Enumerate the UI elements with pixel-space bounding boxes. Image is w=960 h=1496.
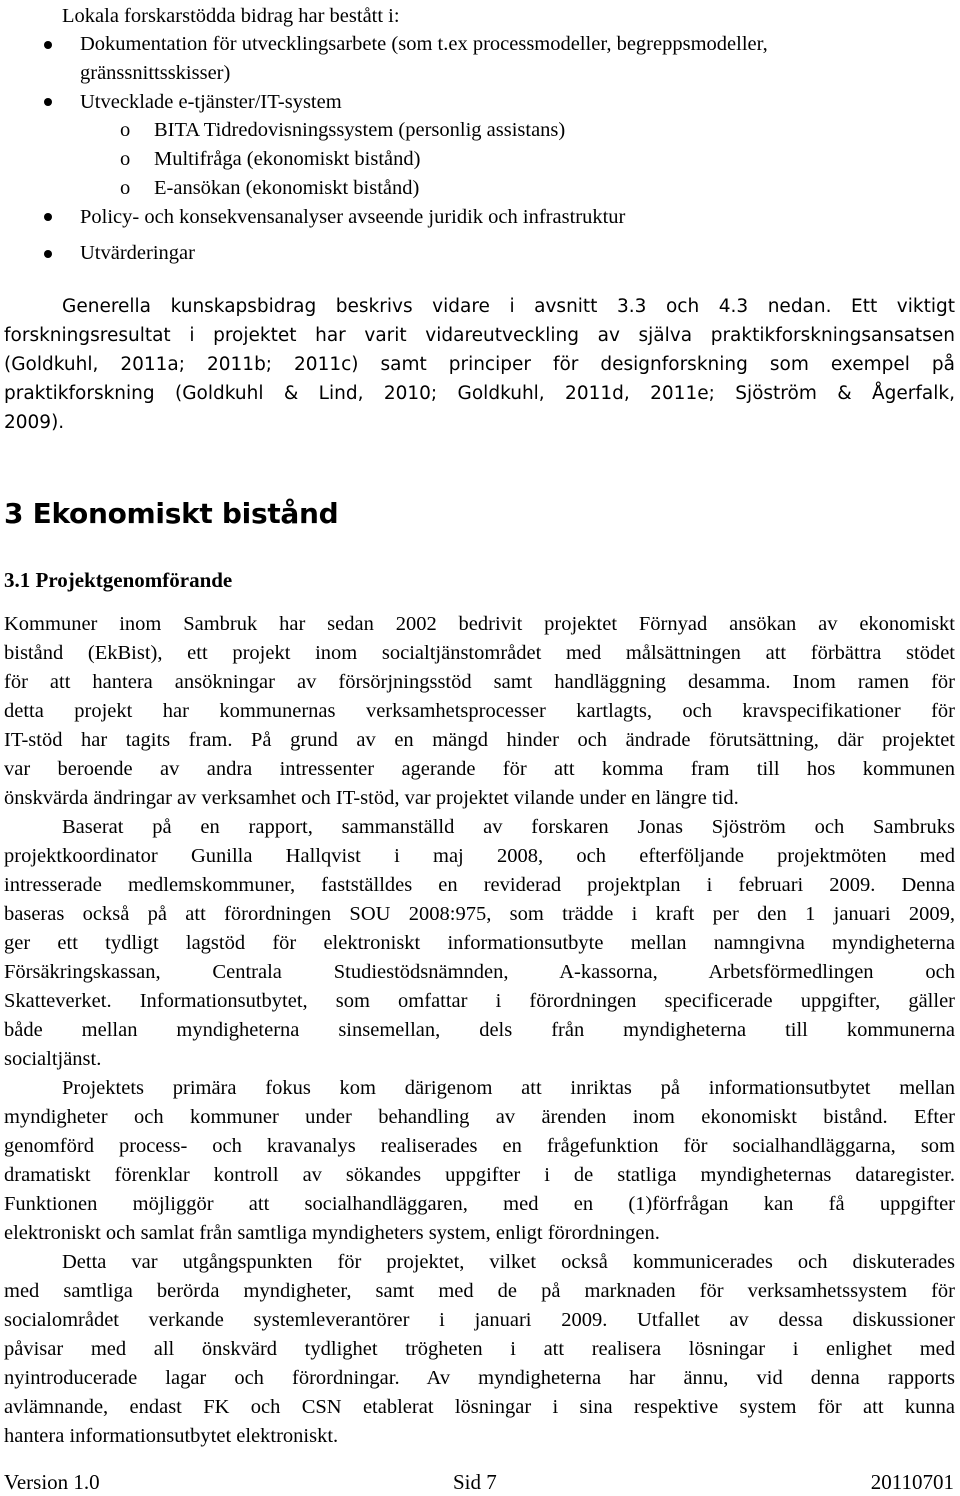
paragraph-line: Skatteverket. Informationsutbytet, som omfattar i förordningen specificerade uppgifter, gäller xyxy=(4,990,955,1012)
paragraph-line: Försäkringskassan, Centrala Studiestödsnämnden, A-kassorna, Arbetsförmedlingen och xyxy=(4,961,955,983)
bullet-icon xyxy=(44,213,52,221)
paragraph-line: med samtliga berörda myndigheter, samt med de på marknaden för verksamhetssystem för xyxy=(4,1280,955,1302)
sub-bullet-icon: o xyxy=(120,177,131,199)
intro-heading: Lokala forskarstödda bidrag har bestått i: xyxy=(62,5,400,27)
footer-page-number: Sid 7 xyxy=(453,1470,497,1494)
paragraph-line: (Goldkuhl, 2011a; 2011b; 2011c) samt principer för designforskning som exempel på xyxy=(4,354,955,375)
paragraph-line: detta projekt har kommunernas verksamhetsprocesser kartlagts, och kravspecifikationer för xyxy=(4,700,955,722)
paragraph-line: projektkoordinator Gunilla Hallqvist i maj 2008, och efterföljande projektmöten med xyxy=(4,845,955,867)
paragraph-line: både mellan myndigheterna sinsemellan, dels från myndigheterna till kommunerna xyxy=(4,1019,955,1041)
body-paragraph xyxy=(4,813,955,1074)
paragraph-line: påvisar med all önskvärd tydlighet trögheten i att realisera lösningar i enlighet med xyxy=(4,1338,955,1360)
paragraph-line: 2009). xyxy=(4,412,65,433)
body-paragraph xyxy=(4,610,955,813)
sub-item-multifraga: Multifråga (ekonomiskt bistånd) xyxy=(154,148,421,170)
paragraph-line: Detta var utgångspunkten för projektet, vilket också kommunicerades och diskuterades xyxy=(62,1251,955,1273)
footer-date: 20110701 xyxy=(870,1470,954,1494)
paragraph-line: socialområdet verkande systemleverantörer i januari 2009. Utfallet av dessa diskussioner xyxy=(4,1309,955,1331)
paragraph-line: Kommuner inom Sambruk har sedan 2002 bedrivit projektet Förnyad ansökan av ekonomiskt xyxy=(4,613,955,635)
paragraph-line: dramatiskt förenklar kontroll av sökandes uppgifter i de statliga myndigheternas dataregister. xyxy=(4,1164,955,1186)
paragraph-line: var beroende av andra intressenter agerande för att komma fram till hos kommunen xyxy=(4,758,955,780)
paragraph-line: IT-stöd har tagits fram. På grund av en mängd hinder och ändrade förutsättning, där projektet xyxy=(4,729,955,751)
paragraph-line: praktikforskning (Goldkuhl & Lind, 2010; Goldkuhl, 2011d, 2011e; Sjöström & Ågerfalk, xyxy=(4,383,955,404)
paragraph-line: genomförd process- och kravanalys realiserades en frågefunktion för socialhandläggarna, som xyxy=(4,1135,955,1157)
paragraph-line: avlämnande, endast FK och CSN etablerat lösningar i sina respektive system för att kunna xyxy=(4,1396,955,1418)
bullet-icon xyxy=(44,41,52,49)
paragraph-line: för att hantera ansökningar av försörjningsstöd samt handläggning desamma. Inom ramen för xyxy=(4,671,955,693)
bullet-item-evaluations: Utvärderingar xyxy=(80,242,195,264)
subsection-heading: 3.1 Projektgenomförande xyxy=(4,568,233,592)
paragraph-line: bistånd (EkBist), ett projekt inom socialtjänstområdet med målsättningen att förbättra stödet xyxy=(4,642,955,664)
footer-version: Version 1.0 xyxy=(4,1470,100,1494)
body-paragraph xyxy=(4,1248,955,1451)
paragraph-line: nyintroducerade lagar och förordningar. Av myndigheterna har ännu, vid denna rapports xyxy=(4,1367,955,1389)
general-contributions-paragraph xyxy=(4,292,955,437)
paragraph-line: forskningsresultat i projektet har varit vidareutveckling av själva praktikforskningsansatsen xyxy=(4,325,955,346)
paragraph-line: Generella kunskapsbidrag beskrivs vidare i avsnitt 3.3 och 4.3 nedan. Ett viktigt xyxy=(62,296,955,317)
section-heading: 3 Ekonomiskt bistånd xyxy=(4,497,339,530)
sub-item-e-ansokan: E-ansökan (ekonomiskt bistånd) xyxy=(154,177,420,199)
paragraph-line: Funktionen möjliggör att socialhandläggaren, med en (1)förfrågan kan få uppgifter xyxy=(4,1193,955,1215)
bullet-item-e-services: Utvecklade e-tjänster/IT-system xyxy=(80,91,342,113)
paragraph-line: myndigheter och kommuner under behandling av ärenden inom ekonomiskt bistånd. Efter xyxy=(4,1106,955,1128)
bullet-item-policy: Policy- och konsekvensanalyser avseende juridik och infrastruktur xyxy=(80,206,626,228)
bullet-item-documentation-cont: gränssnittsskisser) xyxy=(80,62,231,84)
paragraph-line: elektroniskt och samlat från samtliga myndigheters system, enligt förordningen. xyxy=(4,1222,660,1244)
paragraph-line: baseras också på att förordningen SOU 2008:975, som trädde i kraft per den 1 januari 2009, xyxy=(4,903,955,925)
paragraph-line: önskvärda ändringar av verksamhet och IT-stöd, var projektet vilande under en längre tid. xyxy=(4,787,739,809)
sub-bullet-icon: o xyxy=(120,119,131,141)
body-paragraph xyxy=(4,1074,955,1248)
bullet-item-documentation: Dokumentation för utvecklingsarbete (som t.ex processmodeller, begreppsmodeller, xyxy=(80,33,768,55)
sub-bullet-icon: o xyxy=(120,148,131,170)
sub-item-bita: BITA Tidredovisningssystem (personlig assistans) xyxy=(154,119,566,141)
paragraph-line: Projektets primära fokus kom därigenom att inriktas på informationsutbytet mellan xyxy=(62,1077,955,1099)
paragraph-line: hantera informationsutbytet elektroniskt. xyxy=(4,1425,339,1447)
paragraph-line: ger ett tydligt lagstöd för elektroniskt informationsutbyte mellan namngivna myndigheterna xyxy=(4,932,955,954)
paragraph-line: intresserade medlemskommuner, fastställdes en reviderad projektplan i februari 2009. Denna xyxy=(4,874,955,896)
bullet-icon xyxy=(44,98,52,106)
paragraph-line: Baserat på en rapport, sammanställd av forskaren Jonas Sjöström och Sambruks xyxy=(62,816,955,838)
paragraph-line: socialtjänst. xyxy=(4,1048,102,1070)
bullet-icon xyxy=(44,250,52,258)
